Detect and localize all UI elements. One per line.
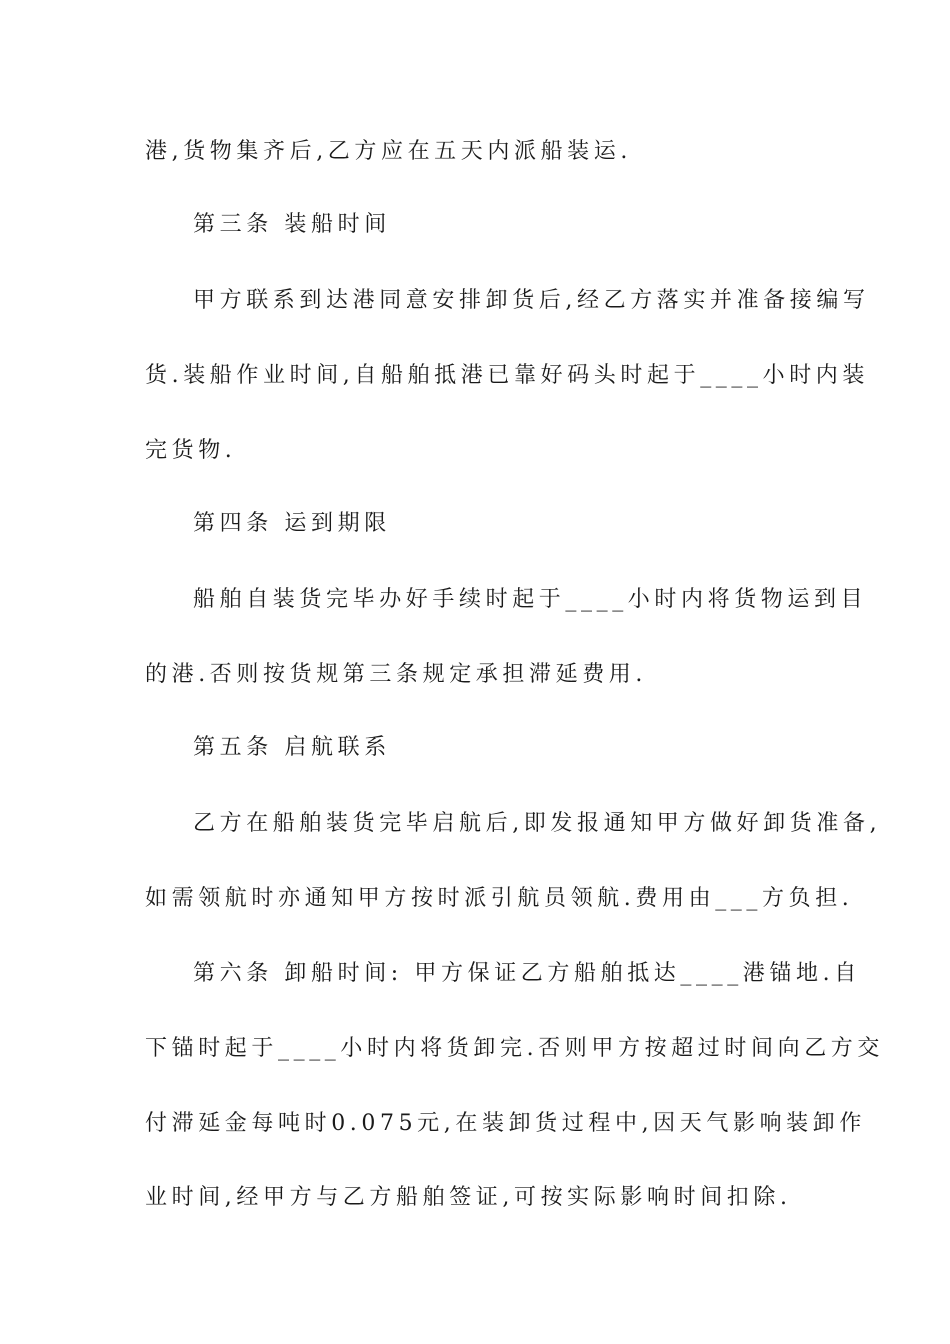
article-6-paragraph-line: 业时间,经甲方与乙方船舶签证,可按实际影响时间扣除. [145,1185,792,1210]
article-3-paragraph-line: 甲方联系到达港同意安排卸货后,经乙方落实并准备接编写 [193,288,870,313]
article-6-paragraph-line: 下锚时起于____小时内将货卸完.否则甲方按超过时间向乙方交 [145,1036,884,1061]
article-5-paragraph-line: 乙方在船舶装货完毕启航后,即发报通知甲方做好卸货准备, [193,811,882,836]
article-4-paragraph-line: 船舶自装货完毕办好手续时起于____小时内将货物运到目 [193,587,868,612]
article-6-paragraph-line: 第六条 卸船时间: 甲方保证乙方船舶抵达____港锚地.自 [193,961,861,986]
article-5-heading: 第五条 启航联系 [193,735,391,760]
article-4-heading: 第四条 运到期限 [193,511,391,536]
article-5-paragraph-line: 如需领航时亦通知甲方按时派引航员领航.费用由___方负担. [145,886,854,911]
article-3-paragraph-line: 完货物. [145,438,237,463]
article-3-paragraph-line: 货.装船作业时间,自船舶抵港已靠好码头时起于____小时内装 [145,363,869,388]
body-line-continuation: 港,货物集齐后,乙方应在五天内派船装运. [145,139,632,164]
article-4-paragraph-line: 的港.否则按货规第三条规定承担滞延费用. [145,662,647,687]
article-6-paragraph-line: 付滞延金每吨时0.075元,在装卸货过程中,因天气影响装卸作 [145,1111,866,1136]
article-3-heading: 第三条 装船时间 [193,212,391,237]
